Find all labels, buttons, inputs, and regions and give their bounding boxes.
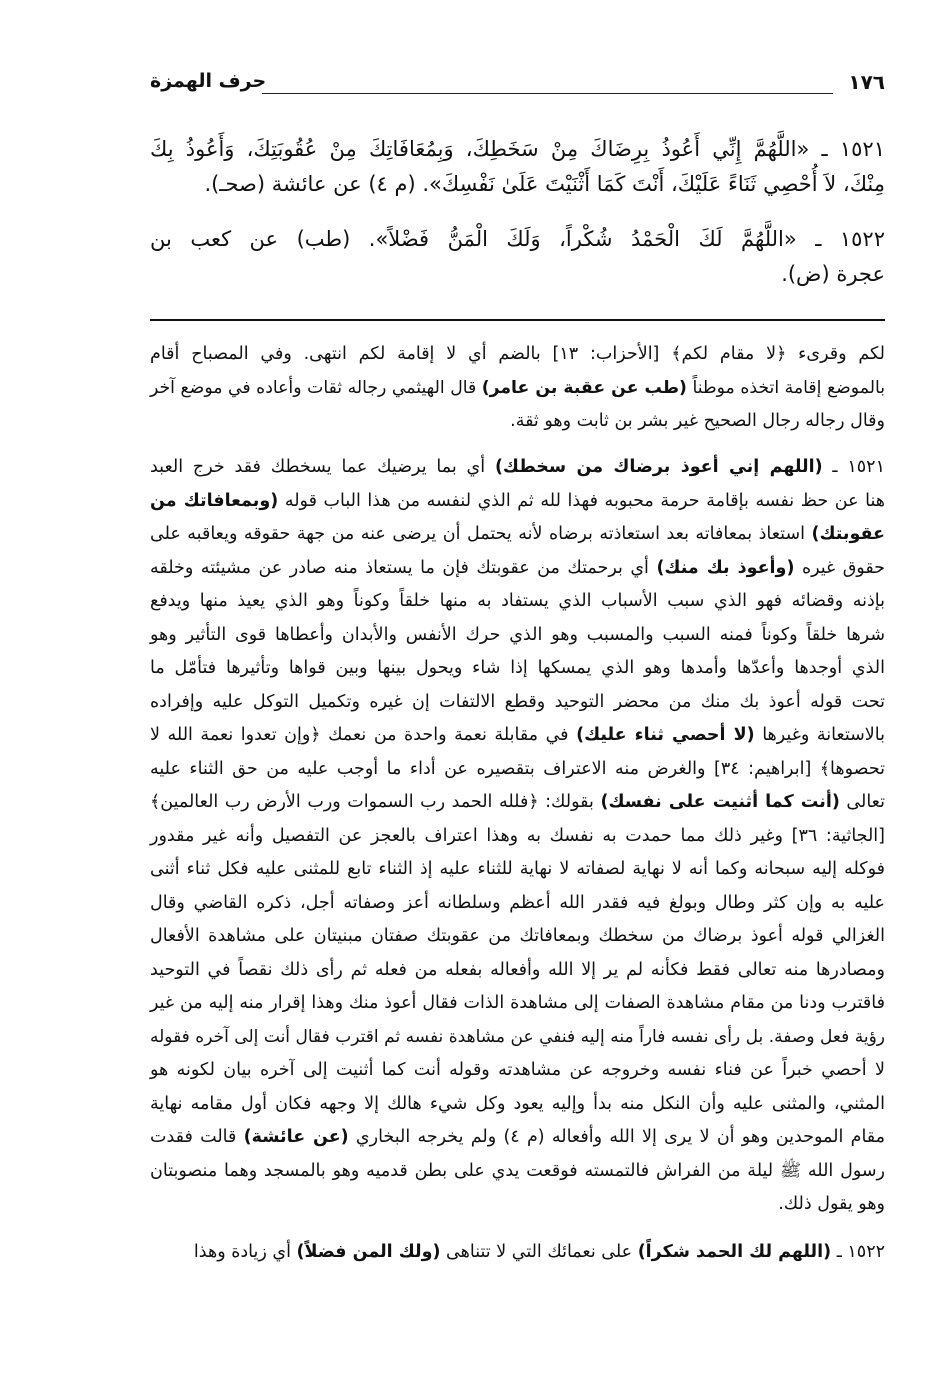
text-line	[150, 372, 885, 406]
text-line	[150, 1155, 885, 1189]
text-line	[150, 954, 885, 988]
text-segment: الذي أوجدها وأعدّها وأمدها وهو الذي يمسكها إذا شاء ويحول بينها وبين قواها وتأثيرها فتأمّل ما	[150, 658, 885, 678]
text-line	[150, 786, 885, 820]
text-segment: لا أحصي خبراً عن فناء نفسه وخروجه عن مشاهدته وقوله أنت كما أثنيت إلى آخره بيان لكونه هو	[150, 1060, 885, 1080]
text-line	[150, 167, 885, 202]
text-line	[150, 405, 885, 439]
text-segment: ١٥٢٢ ـ	[831, 1242, 885, 1262]
bold-quote: (اللهم لك الحمد شكراً)	[637, 1242, 832, 1262]
bold-quote: (أنت كما أثنيت على نفسك)	[600, 792, 840, 812]
text-segment: على نعمائك التي لا تتناهى	[440, 1242, 638, 1262]
text-segment: بالموضع إقامة اتخذه موطناً	[686, 377, 886, 398]
text-segment: الغزالي قوله أعوذ برضاك من سخطك وبمعافاتك من عقوبتك صفتان مبنيتان على مشاهدة الأفعال	[150, 926, 885, 946]
text-line	[150, 585, 885, 619]
text-segment: ومصادرها منه تعالى فقط فكأنه لم ير إلا الله وأفعاله بفعله من فعله ثم رأى ذلك نقصاً في التوحيد	[150, 959, 885, 980]
text-line	[150, 1088, 885, 1122]
text-line	[150, 1121, 885, 1155]
bold-quote: (ولك المن فضلاً)	[296, 1242, 441, 1262]
bold-quote: عقوبتك)	[811, 524, 885, 544]
text-line	[150, 987, 885, 1021]
text-segment: عليه به وإن كثر وطال وبولغ فيه فقدر الله أعظم وسلطانه أعز وصفاته أجل، ذكره القاضي وقال	[150, 892, 885, 913]
hadith-1522	[150, 222, 885, 292]
header-rule	[262, 93, 833, 94]
text-segment: هنا عن حظ نفسه بإقامة حرمة محبوبه فهذا لله ثم الذي لنفسه من هذا الباب قوله	[278, 490, 885, 511]
bold-quote: (لا أحصي ثناء عليك)	[576, 725, 755, 745]
text-line	[150, 132, 885, 167]
text-segment: رسول الله ﷺ ليلة من الفراش فالتمسته فوقعت يدي على بطن قدميه وهو بالمسجد وهما منصوبتان	[150, 1160, 885, 1181]
text-segment: شرها خلقاً وكوناً فمنه السبب والمسبب وهو الذي حرك الأنفس والأبدان وأعطاها قوى التأثير وهو	[150, 624, 885, 645]
text-line	[150, 719, 885, 753]
text-segment: استعاذ بمعافاته بعد استعاذته برضاه لأنه يحتمل أن يرضى عنه من جهة حقوقه ويعاقبه على	[150, 524, 812, 544]
footnote-separator	[150, 319, 885, 321]
text-line	[150, 451, 885, 485]
text-segment: أي برحمتك من عقوبتك فإن ما يستعاذ منه صادر عن مشيئته وخلقه	[150, 557, 657, 578]
text-segment: تحصوها﴾ [ابراهيم: ٣٤] والغرض منه الاعتراف بتقصيره عن أداء ما أوجب عليه من حق الثناء عليه	[150, 758, 885, 779]
text-line	[150, 552, 885, 586]
page-number: ١٧٦	[848, 70, 885, 94]
text-line	[150, 753, 885, 787]
text-segment: تحت قوله أعوذ بك منك من محضر التوحيد وقطع الالتفات إن غيره وتكميل التوكل عليه وإفراده	[150, 691, 885, 712]
text-segment: وهو يقول ذلك.	[778, 1194, 885, 1214]
text-segment: وقال رجاله رجال الصحيح غير بشر بن ثابت وهو ثقة.	[510, 411, 885, 431]
text-line	[150, 1188, 885, 1222]
text-segment: بإذنه وقضائه فهو الذي سبب الأسباب الذي يستفاد به منها خلقاً وكوناً وهو الذي يعيذ منها ويدفع	[150, 591, 885, 611]
text-segment: ١٥٢٢ ـ «اللَّهُمَّ لَكَ الْحَمْدُ شُكْراً، وَلَكَ الْمَنُّ فَضْلاً». (طب) عن كعب بن	[150, 227, 885, 251]
text-line	[150, 1054, 885, 1088]
bold-quote: (عن عائشة)	[243, 1127, 349, 1147]
text-segment: حقوق غيره	[794, 557, 886, 578]
text-segment: قالت فقدت	[150, 1127, 244, 1147]
text-segment: مِنْكَ، لاَ أُحْصِي ثَنَاءً عَلَيْكَ، أَنْتَ كَمَا أَثْنَيْتَ عَلَىٰ نَفْسِكَ». (م ٤) عن عائشة (صحـ).	[204, 172, 885, 196]
bold-quote: (اللهم إني أعوذ برضاك من سخطك)	[494, 457, 823, 477]
text-line	[150, 820, 885, 854]
text-line	[150, 887, 885, 921]
text-segment: فاقترب ودنا من مقام مشاهدة الصفات إلى مشاهدة الذات فقال أعوذ منك وهذا إقرار منه إليه من غير	[150, 993, 885, 1013]
text-segment: ١٥٢١ ـ	[822, 457, 885, 477]
text-line	[150, 686, 885, 720]
text-line	[150, 1236, 885, 1270]
bold-quote: (طب عن عقبة بن عامر)	[481, 377, 687, 398]
text-line	[150, 222, 885, 257]
commentary-1522	[150, 1236, 885, 1270]
text-segment: ١٥٢١ ـ «اللَّهُمَّ إِنِّي أَعُوذُ بِرِضَاكَ مِنْ سَخَطِكَ، وَبِمُعَافَاتِكَ مِنْ عُقُوبَتِكَ، وَأَعُوذُ بِكَ	[150, 137, 885, 161]
text-line	[150, 338, 885, 372]
text-line	[150, 853, 885, 887]
text-segment: لكم وقرىء ﴿لا مقام لكم﴾ [الأحزاب: ١٣] بالضم أي لا إقامة لكم انتهى. وفي المصباح أقام	[150, 344, 885, 364]
text-line	[150, 920, 885, 954]
text-line	[150, 485, 885, 519]
text-segment: قال الهيثمي رجاله ثقات وأعاده في موضع آخر	[150, 377, 482, 398]
text-line	[150, 619, 885, 653]
text-segment: [الجاثية: ٣٦] وغير ذلك مما حمدت به نفسك به وهذا اعتراف بالعجز عن التفصيل وأنه غير مقدور	[150, 825, 885, 846]
text-line	[150, 257, 885, 292]
text-segment: تعالى	[839, 792, 885, 812]
text-segment: المثني، والمثنى عليه وأن النكل منه بدأ وإليه يعود وكل شيء هالك إلا وجهه فكان أول مقامه نهاية	[150, 1093, 885, 1114]
text-segment: أي بما يرضيك عما يسخطك فقد خرج العبد	[150, 457, 495, 477]
bold-quote: (وبمعافاتك من	[150, 490, 279, 511]
text-segment: مقام الموحدين وهو أن لا يرى إلا الله وأفعاله (م ٤) ولم يخرجه البخاري	[348, 1127, 886, 1147]
hadith-1521	[150, 132, 885, 202]
page-header	[150, 70, 885, 100]
text-segment: بالاستعانة وغيرها	[754, 725, 885, 745]
text-segment: فوكله إليه سبحانه وكما أنه لا نهاية لصفاته لا نهاية للثناء عليه إذ الثناء تابع للمثنى عليه فكل ثناء أثنى	[150, 859, 885, 879]
commentary-1521	[150, 451, 885, 1222]
text-line	[150, 652, 885, 686]
text-segment: عجرة (ض).	[781, 262, 885, 286]
text-segment: أي زيادة وهذا	[193, 1242, 297, 1262]
text-line	[150, 1021, 885, 1055]
text-segment: رؤية فعل وصفة. بل رأى نفسه فاراً منه إليه فنفي عن مشاهدة نفسه ثم اقترب فقال أنت إلى آخره فقوله	[150, 1026, 885, 1047]
bold-quote: (وأعوذ بك منك)	[656, 557, 795, 578]
running-title: حرف الهمزة	[150, 70, 267, 92]
commentary-paragraph-continued	[150, 338, 885, 439]
text-segment: بقولك: ﴿فلله الحمد رب السموات ورب الأرض رب العالمين﴾	[150, 792, 601, 812]
text-segment: في مقابلة نعمة واحدة من نعمك ﴿وإن تعدوا نعمة الله لا	[150, 725, 577, 745]
text-line	[150, 518, 885, 552]
